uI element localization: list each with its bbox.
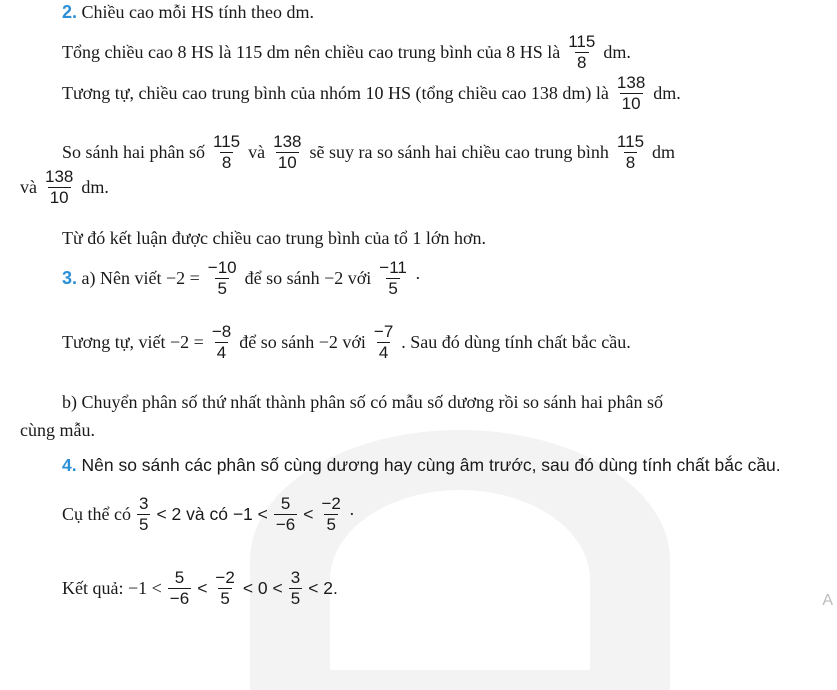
text: ·: [414, 268, 421, 288]
text: Chiều cao mỗi HS tính theo dm.: [81, 2, 314, 22]
text: để so sánh −2 với: [244, 268, 372, 288]
text: Tổng chiều cao 8 HS là 115 dm nên chiều cao trung bình của 8 HS là: [62, 42, 561, 62]
watermark-inner: [330, 490, 590, 670]
fraction: $\frac{115}{8}$: [616, 132, 645, 172]
text: để so sánh −2 với: [239, 332, 366, 352]
fraction: $\frac{138}{10}$: [45, 167, 74, 207]
fraction: $\frac{-7}{4}$: [373, 322, 394, 362]
item-4: [62, 455, 781, 476]
fraction: $\frac{5}{-6}$: [169, 568, 190, 608]
item-3b-cont: [20, 420, 95, 441]
text: dm: [652, 142, 676, 162]
text: ·: [348, 504, 355, 524]
text: <: [303, 504, 314, 524]
item-3a: [62, 258, 421, 299]
text: < 2.: [308, 578, 338, 598]
fraction: $\frac{-10}{5}$: [207, 258, 237, 298]
item-number: 3.: [62, 268, 78, 288]
line-conclusion: [62, 228, 486, 249]
text: dm.: [653, 83, 681, 103]
text: <: [197, 578, 208, 598]
fraction: $\frac{-2}{5}$: [321, 494, 341, 534]
fraction: $\frac{115}{8}$: [568, 32, 596, 72]
line-average-8: [62, 32, 631, 73]
text: sẽ suy ra so sánh hai chiều cao trung bình: [309, 142, 609, 162]
text: Nên so sánh các phân số cùng dương hay cùng âm trước, sau đó dùng tính chất bắc cầu.: [81, 455, 781, 475]
fraction: $\frac{3}{5}$: [290, 568, 301, 608]
text: < 0 <: [242, 578, 283, 598]
fraction: $\frac{138}{10}$: [273, 132, 302, 172]
text: Từ đó kết luận được chiều cao trung bình của tổ 1 lớn hơn.: [62, 228, 486, 248]
fraction: $\frac{-2}{5}$: [215, 568, 235, 608]
fraction: $\frac{138}{10}$: [616, 73, 646, 113]
item-number: 2.: [62, 2, 78, 22]
text: dm.: [81, 177, 109, 197]
text: < 2 và có −1 <: [156, 504, 268, 524]
fraction: $\frac{-11}{5}$: [379, 258, 407, 298]
line-compare: [62, 132, 675, 173]
text: Tương tự, viết −2 =: [62, 332, 204, 352]
text: . Sau đó dùng tính chất bắc cầu.: [401, 332, 631, 352]
fraction: $\frac{-8}{4}$: [211, 322, 232, 362]
text: cùng mẫu.: [20, 420, 95, 440]
item-number: 4.: [62, 455, 77, 475]
text: và: [20, 177, 37, 197]
line-compare-cont: [20, 167, 109, 208]
text: a) Nên viết −2 =: [81, 268, 200, 288]
corner-mark: A: [822, 592, 833, 609]
text: Cụ thể có: [62, 504, 131, 524]
text: dm.: [603, 42, 631, 62]
item-2-heading: [62, 2, 314, 23]
line-similarly: [62, 322, 631, 363]
fraction: $\frac{3}{5}$: [139, 494, 149, 534]
text: và: [248, 142, 266, 162]
text: So sánh hai phân số: [62, 142, 205, 162]
text: b) Chuyển phân số thứ nhất thành phân số có mẫu số dương rồi so sánh hai phân số: [62, 392, 663, 412]
item-3b: [62, 392, 663, 413]
line-average-10: [62, 73, 681, 114]
text: Tương tự, chiều cao trung bình của nhóm 10 HS (tổng chiều cao 138 dm) là: [62, 83, 609, 103]
fraction: $\frac{5}{-6}$: [275, 494, 296, 534]
line-result: [62, 568, 338, 609]
fraction: $\frac{115}{8}$: [213, 132, 241, 172]
line-specifically: [62, 494, 355, 535]
text: Kết quả: −1 <: [62, 578, 162, 598]
